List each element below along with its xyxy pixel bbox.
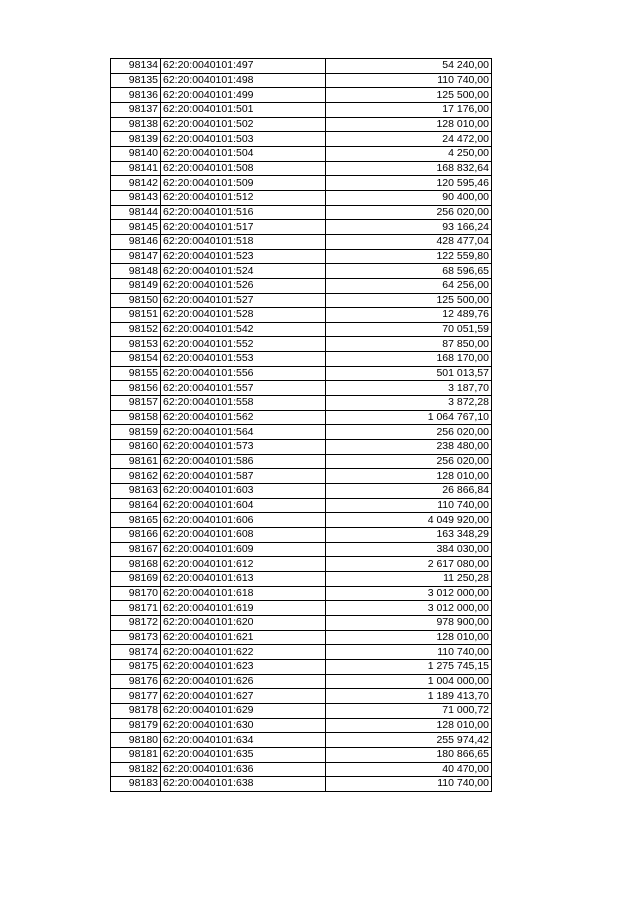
cadastral-value-cell: 256 020,00 [326, 205, 492, 220]
cadastral-value-cell: 68 596,65 [326, 264, 492, 279]
cadastral-number-cell: 62:20:0040101:516 [161, 205, 326, 220]
cadastral-value-cell: 180 866,65 [326, 747, 492, 762]
cadastral-value-cell: 125 500,00 [326, 88, 492, 103]
cadastral-value-cell: 4 049 920,00 [326, 513, 492, 528]
row-number-cell: 98169 [111, 571, 161, 586]
table-row [111, 586, 492, 601]
cadastral-value-cell: 3 872,28 [326, 396, 492, 411]
cadastral-value-sheet [110, 58, 491, 792]
table-row [111, 659, 492, 674]
cadastral-value-cell: 93 166,24 [326, 220, 492, 235]
cadastral-value-cell: 1 275 745,15 [326, 659, 492, 674]
row-number-cell: 98144 [111, 205, 161, 220]
cadastral-number-cell: 62:20:0040101:603 [161, 484, 326, 499]
row-number-cell: 98140 [111, 146, 161, 161]
cadastral-value-cell: 384 030,00 [326, 542, 492, 557]
row-number-cell: 98145 [111, 220, 161, 235]
row-number-cell: 98150 [111, 293, 161, 308]
table-row [111, 234, 492, 249]
row-number-cell: 98170 [111, 586, 161, 601]
row-number-cell: 98174 [111, 645, 161, 660]
table-row [111, 59, 492, 74]
table-row [111, 440, 492, 455]
cadastral-value-cell: 24 472,00 [326, 132, 492, 147]
cadastral-number-cell: 62:20:0040101:556 [161, 366, 326, 381]
row-number-cell: 98142 [111, 176, 161, 191]
table-row [111, 366, 492, 381]
table-row [111, 601, 492, 616]
cadastral-value-cell: 71 000,72 [326, 703, 492, 718]
table-row [111, 703, 492, 718]
table-row [111, 615, 492, 630]
cadastral-number-cell: 62:20:0040101:587 [161, 469, 326, 484]
row-number-cell: 98141 [111, 161, 161, 176]
table-row [111, 762, 492, 777]
cadastral-number-cell: 62:20:0040101:518 [161, 234, 326, 249]
cadastral-number-cell: 62:20:0040101:503 [161, 132, 326, 147]
table-row [111, 264, 492, 279]
cadastral-number-cell: 62:20:0040101:612 [161, 557, 326, 572]
table-row [111, 410, 492, 425]
cadastral-number-cell: 62:20:0040101:609 [161, 542, 326, 557]
table-row [111, 630, 492, 645]
cadastral-value-cell: 110 740,00 [326, 645, 492, 660]
table-row [111, 117, 492, 132]
cadastral-value-cell: 4 250,00 [326, 146, 492, 161]
table-row [111, 102, 492, 117]
table-row [111, 161, 492, 176]
table-row [111, 557, 492, 572]
cadastral-value-cell: 255 974,42 [326, 733, 492, 748]
row-number-cell: 98155 [111, 366, 161, 381]
table-row [111, 645, 492, 660]
row-number-cell: 98180 [111, 733, 161, 748]
cadastral-value-cell: 17 176,00 [326, 102, 492, 117]
table-row [111, 322, 492, 337]
row-number-cell: 98173 [111, 630, 161, 645]
cadastral-value-cell: 128 010,00 [326, 117, 492, 132]
cadastral-number-cell: 62:20:0040101:557 [161, 381, 326, 396]
row-number-cell: 98143 [111, 190, 161, 205]
row-number-cell: 98176 [111, 674, 161, 689]
cadastral-number-cell: 62:20:0040101:629 [161, 703, 326, 718]
cadastral-number-cell: 62:20:0040101:621 [161, 630, 326, 645]
row-number-cell: 98166 [111, 528, 161, 543]
table-body [111, 59, 492, 792]
cadastral-number-cell: 62:20:0040101:517 [161, 220, 326, 235]
table-row [111, 278, 492, 293]
cadastral-number-cell: 62:20:0040101:526 [161, 278, 326, 293]
cadastral-value-cell: 54 240,00 [326, 59, 492, 74]
cadastral-value-cell: 12 489,76 [326, 308, 492, 323]
row-number-cell: 98181 [111, 747, 161, 762]
table-row [111, 308, 492, 323]
cadastral-value-cell: 978 900,00 [326, 615, 492, 630]
table-row [111, 689, 492, 704]
row-number-cell: 98148 [111, 264, 161, 279]
row-number-cell: 98154 [111, 352, 161, 367]
cadastral-value-cell: 110 740,00 [326, 73, 492, 88]
table-row [111, 352, 492, 367]
cadastral-value-cell: 64 256,00 [326, 278, 492, 293]
table-row [111, 718, 492, 733]
cadastral-number-cell: 62:20:0040101:622 [161, 645, 326, 660]
cadastral-number-cell: 62:20:0040101:573 [161, 440, 326, 455]
table-row [111, 293, 492, 308]
row-number-cell: 98177 [111, 689, 161, 704]
cadastral-value-cell: 3 012 000,00 [326, 586, 492, 601]
row-number-cell: 98182 [111, 762, 161, 777]
row-number-cell: 98183 [111, 777, 161, 792]
cadastral-value-cell: 110 740,00 [326, 777, 492, 792]
row-number-cell: 98168 [111, 557, 161, 572]
row-number-cell: 98156 [111, 381, 161, 396]
cadastral-value-cell: 40 470,00 [326, 762, 492, 777]
row-number-cell: 98146 [111, 234, 161, 249]
row-number-cell: 98175 [111, 659, 161, 674]
cadastral-number-cell: 62:20:0040101:524 [161, 264, 326, 279]
cadastral-number-cell: 62:20:0040101:606 [161, 513, 326, 528]
cadastral-number-cell: 62:20:0040101:620 [161, 615, 326, 630]
cadastral-number-cell: 62:20:0040101:509 [161, 176, 326, 191]
table-row [111, 88, 492, 103]
table-row [111, 220, 492, 235]
table-row [111, 205, 492, 220]
table-row [111, 571, 492, 586]
row-number-cell: 98135 [111, 73, 161, 88]
table-row [111, 542, 492, 557]
row-number-cell: 98178 [111, 703, 161, 718]
row-number-cell: 98179 [111, 718, 161, 733]
cadastral-number-cell: 62:20:0040101:604 [161, 498, 326, 513]
table-row [111, 747, 492, 762]
cadastral-number-cell: 62:20:0040101:638 [161, 777, 326, 792]
row-number-cell: 98153 [111, 337, 161, 352]
row-number-cell: 98160 [111, 440, 161, 455]
table-row [111, 733, 492, 748]
row-number-cell: 98136 [111, 88, 161, 103]
cadastral-number-cell: 62:20:0040101:501 [161, 102, 326, 117]
cadastral-value-cell: 1 004 000,00 [326, 674, 492, 689]
cadastral-number-cell: 62:20:0040101:499 [161, 88, 326, 103]
cadastral-number-cell: 62:20:0040101:635 [161, 747, 326, 762]
table-row [111, 190, 492, 205]
row-number-cell: 98165 [111, 513, 161, 528]
cadastral-value-cell: 128 010,00 [326, 718, 492, 733]
cadastral-number-cell: 62:20:0040101:626 [161, 674, 326, 689]
cadastral-value-cell: 3 012 000,00 [326, 601, 492, 616]
table-row [111, 498, 492, 513]
cadastral-value-cell: 87 850,00 [326, 337, 492, 352]
cadastral-value-cell: 11 250,28 [326, 571, 492, 586]
cadastral-value-cell: 128 010,00 [326, 630, 492, 645]
cadastral-number-cell: 62:20:0040101:508 [161, 161, 326, 176]
cadastral-value-cell: 70 051,59 [326, 322, 492, 337]
cadastral-number-cell: 62:20:0040101:528 [161, 308, 326, 323]
cadastral-number-cell: 62:20:0040101:497 [161, 59, 326, 74]
cadastral-value-cell: 256 020,00 [326, 454, 492, 469]
table-row [111, 337, 492, 352]
cadastral-value-cell: 1 189 413,70 [326, 689, 492, 704]
cadastral-value-cell: 238 480,00 [326, 440, 492, 455]
row-number-cell: 98164 [111, 498, 161, 513]
row-number-cell: 98134 [111, 59, 161, 74]
table-row [111, 674, 492, 689]
table-row [111, 146, 492, 161]
row-number-cell: 98149 [111, 278, 161, 293]
cadastral-number-cell: 62:20:0040101:623 [161, 659, 326, 674]
row-number-cell: 98171 [111, 601, 161, 616]
cadastral-number-cell: 62:20:0040101:527 [161, 293, 326, 308]
cadastral-number-cell: 62:20:0040101:523 [161, 249, 326, 264]
cadastral-value-cell: 256 020,00 [326, 425, 492, 440]
cadastral-number-cell: 62:20:0040101:619 [161, 601, 326, 616]
cadastral-number-cell: 62:20:0040101:502 [161, 117, 326, 132]
cadastral-value-cell: 128 010,00 [326, 469, 492, 484]
cadastral-value-cell: 501 013,57 [326, 366, 492, 381]
row-number-cell: 98147 [111, 249, 161, 264]
table-row [111, 454, 492, 469]
cadastral-number-cell: 62:20:0040101:512 [161, 190, 326, 205]
table-row [111, 777, 492, 792]
cadastral-value-cell: 26 866,84 [326, 484, 492, 499]
cadastral-value-cell: 3 187,70 [326, 381, 492, 396]
cadastral-number-cell: 62:20:0040101:553 [161, 352, 326, 367]
table-row [111, 132, 492, 147]
cadastral-number-cell: 62:20:0040101:618 [161, 586, 326, 601]
row-number-cell: 98159 [111, 425, 161, 440]
row-number-cell: 98163 [111, 484, 161, 499]
cadastral-number-cell: 62:20:0040101:630 [161, 718, 326, 733]
cadastral-value-cell: 428 477,04 [326, 234, 492, 249]
table-row [111, 513, 492, 528]
row-number-cell: 98162 [111, 469, 161, 484]
cadastral-number-cell: 62:20:0040101:608 [161, 528, 326, 543]
cadastral-value-cell: 1 064 767,10 [326, 410, 492, 425]
table-row [111, 249, 492, 264]
table-row [111, 381, 492, 396]
table-row [111, 73, 492, 88]
cadastral-value-cell: 163 348,29 [326, 528, 492, 543]
cadastral-number-cell: 62:20:0040101:552 [161, 337, 326, 352]
cadastral-value-table [110, 58, 492, 792]
row-number-cell: 98172 [111, 615, 161, 630]
cadastral-value-cell: 90 400,00 [326, 190, 492, 205]
table-row [111, 176, 492, 191]
table-row [111, 396, 492, 411]
cadastral-number-cell: 62:20:0040101:627 [161, 689, 326, 704]
cadastral-number-cell: 62:20:0040101:558 [161, 396, 326, 411]
row-number-cell: 98151 [111, 308, 161, 323]
cadastral-number-cell: 62:20:0040101:586 [161, 454, 326, 469]
cadastral-number-cell: 62:20:0040101:613 [161, 571, 326, 586]
cadastral-value-cell: 120 595,46 [326, 176, 492, 191]
cadastral-number-cell: 62:20:0040101:498 [161, 73, 326, 88]
cadastral-number-cell: 62:20:0040101:636 [161, 762, 326, 777]
cadastral-number-cell: 62:20:0040101:634 [161, 733, 326, 748]
cadastral-value-cell: 125 500,00 [326, 293, 492, 308]
row-number-cell: 98152 [111, 322, 161, 337]
cadastral-number-cell: 62:20:0040101:504 [161, 146, 326, 161]
cadastral-value-cell: 2 617 080,00 [326, 557, 492, 572]
table-row [111, 469, 492, 484]
row-number-cell: 98161 [111, 454, 161, 469]
cadastral-value-cell: 122 559,80 [326, 249, 492, 264]
table-row [111, 425, 492, 440]
cadastral-number-cell: 62:20:0040101:562 [161, 410, 326, 425]
row-number-cell: 98139 [111, 132, 161, 147]
cadastral-value-cell: 110 740,00 [326, 498, 492, 513]
cadastral-number-cell: 62:20:0040101:564 [161, 425, 326, 440]
table-row [111, 484, 492, 499]
row-number-cell: 98157 [111, 396, 161, 411]
cadastral-number-cell: 62:20:0040101:542 [161, 322, 326, 337]
cadastral-value-cell: 168 832,64 [326, 161, 492, 176]
table-row [111, 528, 492, 543]
row-number-cell: 98158 [111, 410, 161, 425]
row-number-cell: 98167 [111, 542, 161, 557]
row-number-cell: 98137 [111, 102, 161, 117]
cadastral-value-cell: 168 170,00 [326, 352, 492, 367]
row-number-cell: 98138 [111, 117, 161, 132]
